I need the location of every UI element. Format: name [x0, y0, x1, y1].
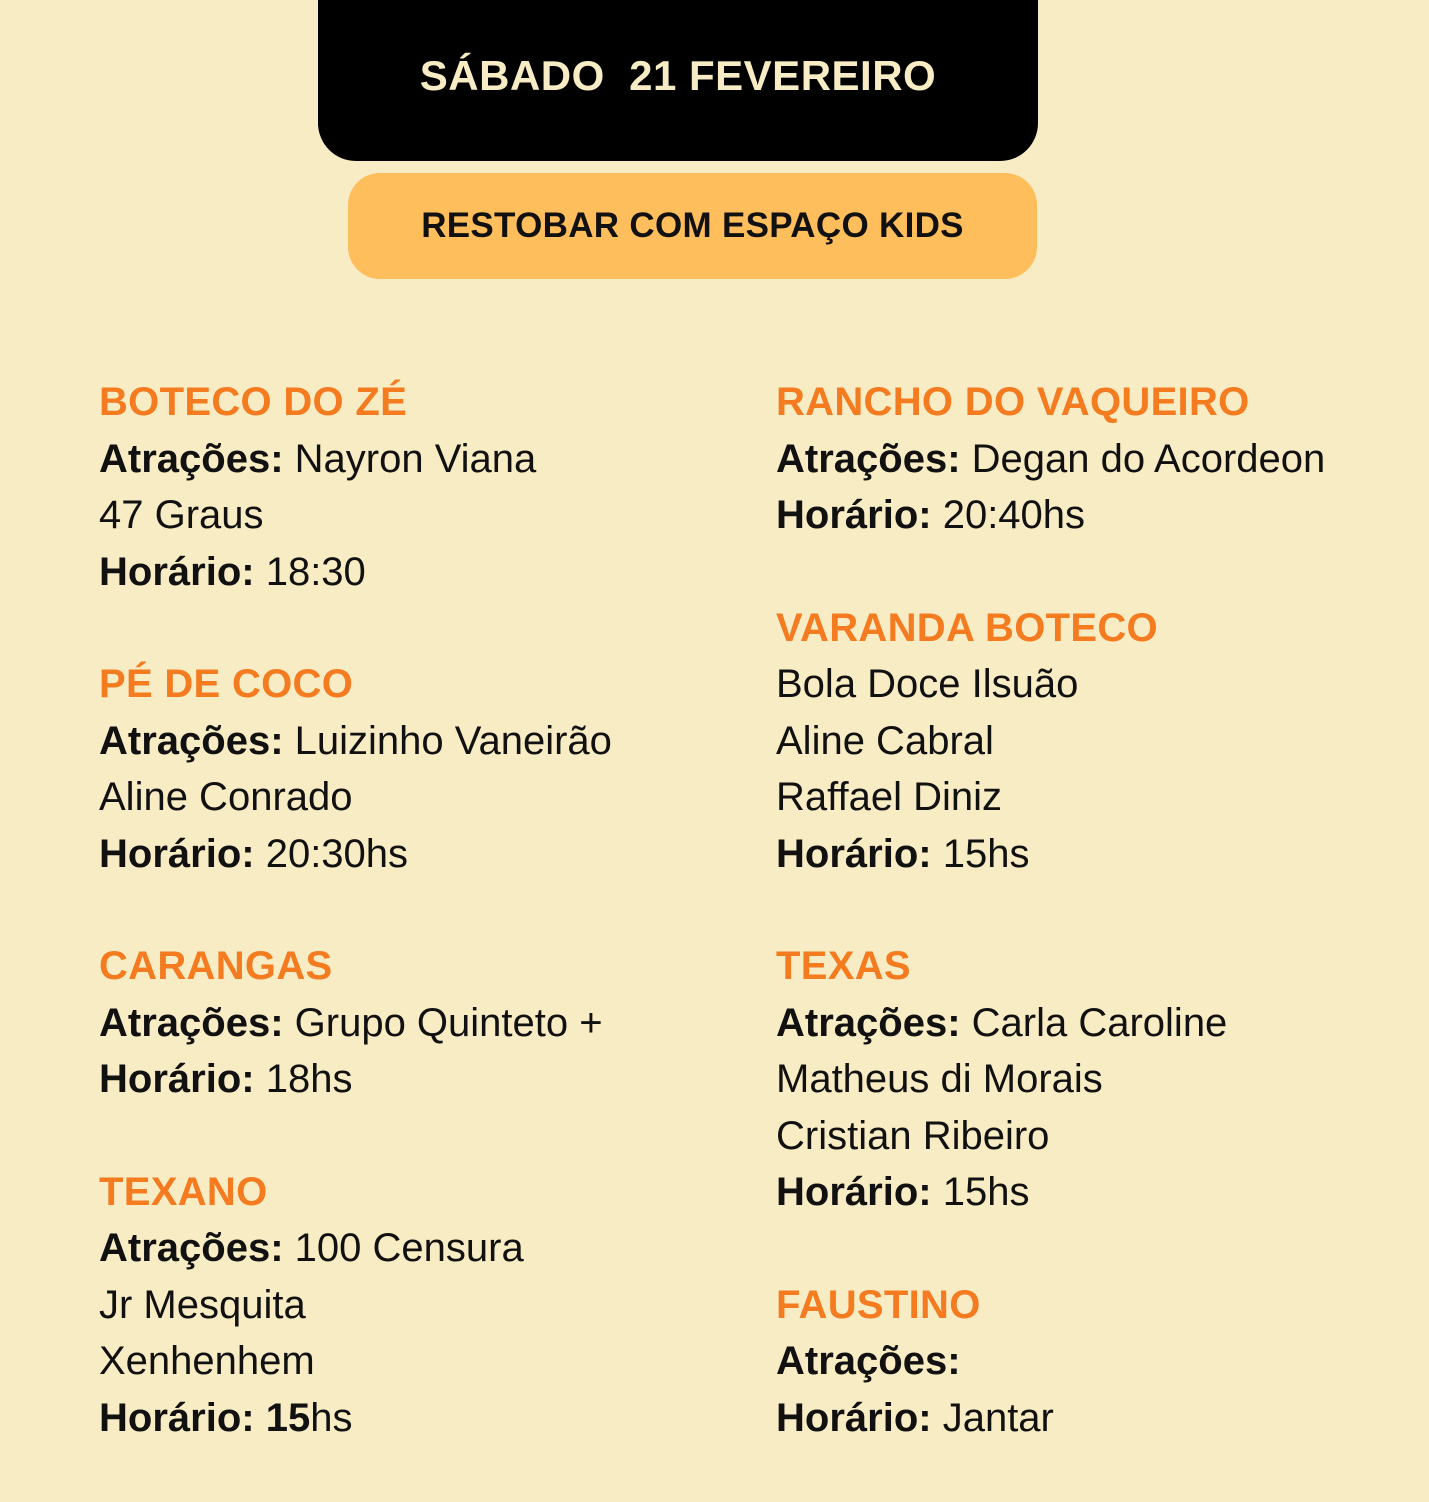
attraction: 47 Graus [99, 493, 264, 537]
attractions-label: Atrações: [99, 1226, 284, 1270]
time-value: 15hs [942, 831, 1030, 876]
time-line [99, 826, 739, 883]
time-label: Horário: [99, 549, 255, 594]
right-column [776, 374, 1416, 1502]
date-title: SÁBADO 21 FEVEREIRO [419, 51, 937, 99]
time-value: hs [310, 1395, 353, 1440]
time-value: 18hs [265, 1057, 353, 1101]
attractions-line [776, 1333, 1416, 1390]
venue-name: RANCHO DO VAQUEIRO [776, 380, 1250, 424]
attraction: Xenhenhem [99, 1339, 315, 1383]
date-banner [318, 0, 1038, 161]
venue-texano [99, 1164, 739, 1447]
venue-rancho-do-vaqueiro [776, 374, 1416, 544]
attraction: Jr Mesquita [99, 1282, 306, 1327]
venue-boteco-do-ze [99, 374, 739, 600]
venue-faustino [776, 1277, 1416, 1447]
time-line [99, 1390, 739, 1447]
attraction: Carla Caroline [971, 1000, 1228, 1045]
attractions-label: Atrações: [99, 436, 284, 481]
time-label: Horário: [776, 831, 932, 876]
attractions-label: Atrações: [99, 1000, 284, 1045]
attractions-line [776, 431, 1416, 488]
attractions-line [99, 995, 739, 1052]
subtitle-pill [348, 173, 1037, 279]
time-value: 20:30hs [265, 831, 409, 876]
attraction: Grupo Quinteto + [294, 1000, 603, 1045]
attraction: Luizinho Vaneirão [294, 718, 612, 763]
venue-name: VARANDA BOTECO [776, 605, 1158, 650]
attractions-line [99, 431, 739, 488]
attraction: Aline Conrado [99, 775, 353, 819]
attraction: Nayron Viana [294, 436, 537, 481]
time-line [776, 826, 1416, 883]
venue-name: PÉ DE COCO [99, 662, 354, 706]
attraction: Degan do Acordeon [971, 436, 1326, 481]
venue-texas [776, 938, 1416, 1221]
time-line [776, 1390, 1416, 1447]
attraction: Cristian Ribeiro [776, 1113, 1050, 1158]
time-line [776, 487, 1416, 544]
time-value: 15hs [942, 1170, 1030, 1214]
attractions-line [776, 995, 1416, 1052]
attraction: Bola Doce Ilsuão [776, 662, 1079, 706]
time-value: Jantar [942, 1395, 1054, 1440]
venue-name: BOTECO DO ZÉ [99, 380, 408, 424]
time-line [776, 1164, 1416, 1221]
time-label: Horário: [776, 1170, 932, 1214]
attraction: Matheus di Morais [776, 1057, 1103, 1101]
attraction: Aline Cabral [776, 718, 994, 763]
time-label: Horário: [776, 493, 932, 537]
subtitle-text: RESTOBAR COM ESPAÇO KIDS [421, 206, 964, 245]
time-value-bold: 15 [265, 1395, 311, 1440]
attraction: Raffael Diniz [776, 775, 1003, 819]
attraction: 100 Censura [294, 1226, 524, 1270]
time-line [99, 544, 739, 601]
attractions-line [99, 1220, 739, 1277]
time-line [99, 1051, 739, 1108]
venue-name: TEXANO [99, 1169, 268, 1214]
venue-pe-de-coco [99, 656, 739, 882]
venue-name: FAUSTINO [776, 1282, 981, 1327]
time-value: 18:30 [265, 549, 366, 594]
attractions-label: Atrações: [776, 1000, 961, 1045]
venue-name: TEXAS [776, 944, 911, 988]
venue-varanda-boteco [776, 600, 1416, 883]
time-value: 20:40hs [942, 493, 1086, 537]
time-label: Horário: [99, 831, 255, 876]
attractions-label: Atrações: [776, 436, 961, 481]
attractions-label: Atrações: [99, 718, 284, 763]
venue-carangas [99, 938, 739, 1108]
left-column [99, 374, 739, 1502]
time-label: Horário: [99, 1057, 255, 1101]
time-label: Horário: [99, 1395, 255, 1440]
attractions-line [99, 713, 739, 770]
attractions-label: Atrações: [776, 1339, 961, 1383]
venue-name: CARANGAS [99, 944, 333, 988]
time-label: Horário: [776, 1395, 932, 1440]
